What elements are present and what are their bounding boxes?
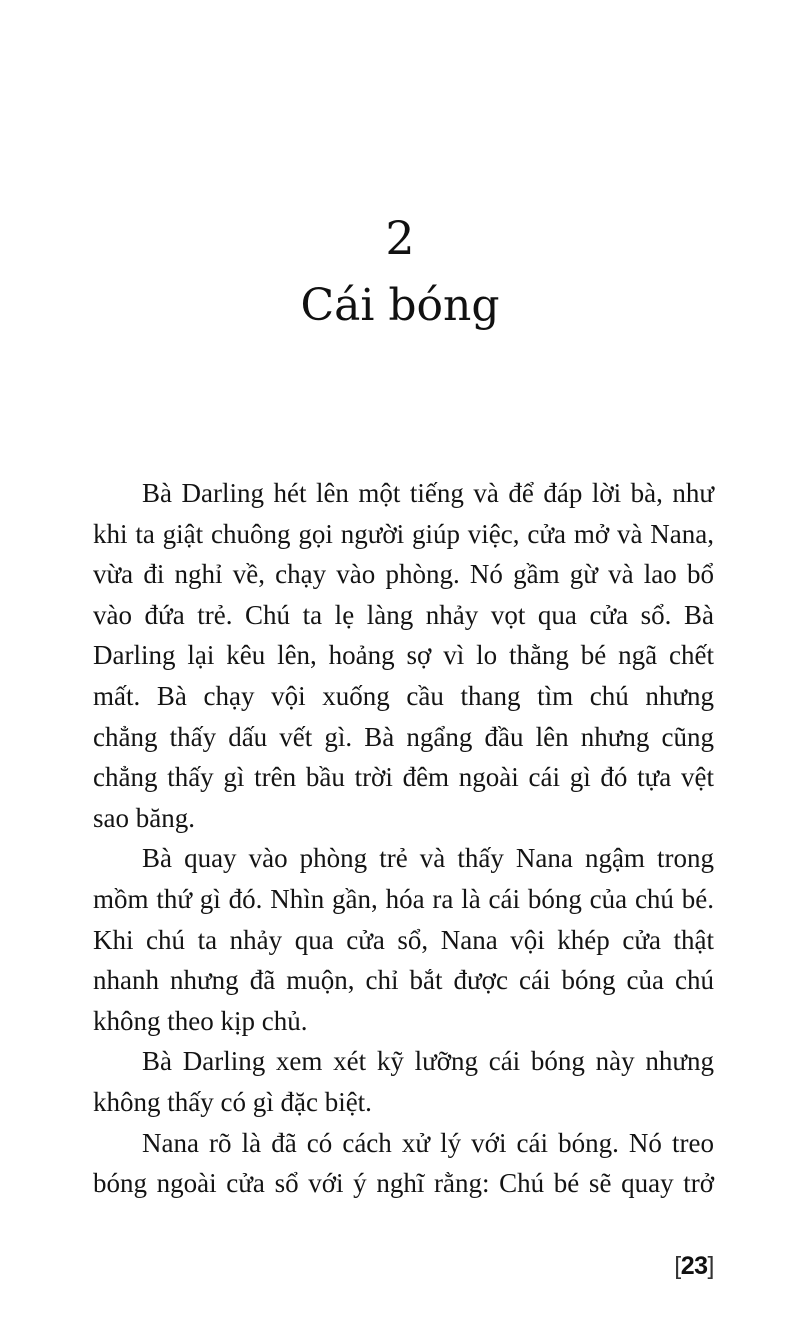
text-line: mồm thứ gì đó. Nhìn gần, hóa ra là cái bóng của chú bé. [93,883,714,914]
text-line: nhanh nhưng đã muộn, chỉ bắt được cái bóng của chú [93,965,714,996]
chapter-number: 2 [385,211,415,265]
page-number-close-bracket: ] [707,1252,714,1280]
text-line: vừa đi nghỉ về, chạy vào phòng. Nó gầm gừ và lao bổ [93,559,714,590]
paragraph-1 [93,473,714,838]
paragraph-3 [93,1041,714,1122]
text-line: chẳng thấy dấu vết gì. Bà ngẩng đầu lên nhưng cũng [93,721,714,752]
text-line: Bà quay vào phòng trẻ và thấy Nana ngậm trong [142,843,714,874]
text-line: Nana rõ là đã có cách xử lý với cái bóng. Nó treo [142,1127,714,1158]
text-line: không theo kịp chủ. [93,1005,308,1036]
page-number [648,1248,714,1284]
page-number-value: 23 [680,1252,708,1280]
text-line: sao băng. [93,802,195,833]
chapter-body [93,473,714,1204]
paragraph-4 [93,1123,714,1204]
text-line: mất. Bà chạy vội xuống cầu thang tìm chú nhưng [93,680,714,711]
page-number-open-bracket: [ [674,1252,681,1280]
text-line: Darling lại kêu lên, hoảng sợ vì lo thằng bé ngã chết [93,640,714,671]
text-line: chẳng thấy gì trên bầu trời đêm ngoài cái gì đó tựa vệt [93,762,714,793]
chapter-title: Cái bóng [300,280,500,331]
paragraph-2 [93,838,714,1041]
text-line: không thấy có gì đặc biệt. [93,1086,372,1117]
text-line: bóng ngoài cửa sổ với ý nghĩ rằng: Chú bé sẽ quay trở [93,1168,714,1199]
text-line: vào đứa trẻ. Chú ta lẹ làng nhảy vọt qua cửa sổ. Bà [93,599,714,630]
text-line: Khi chú ta nhảy qua cửa sổ, Nana vội khép cửa thật [93,924,714,955]
text-line: khi ta giật chuông gọi người giúp việc, cửa mở và Nana, [93,518,714,549]
text-line: Bà Darling hét lên một tiếng và để đáp lời bà, như [142,478,714,508]
text-line: Bà Darling xem xét kỹ lưỡng cái bóng này nhưng [142,1046,714,1077]
